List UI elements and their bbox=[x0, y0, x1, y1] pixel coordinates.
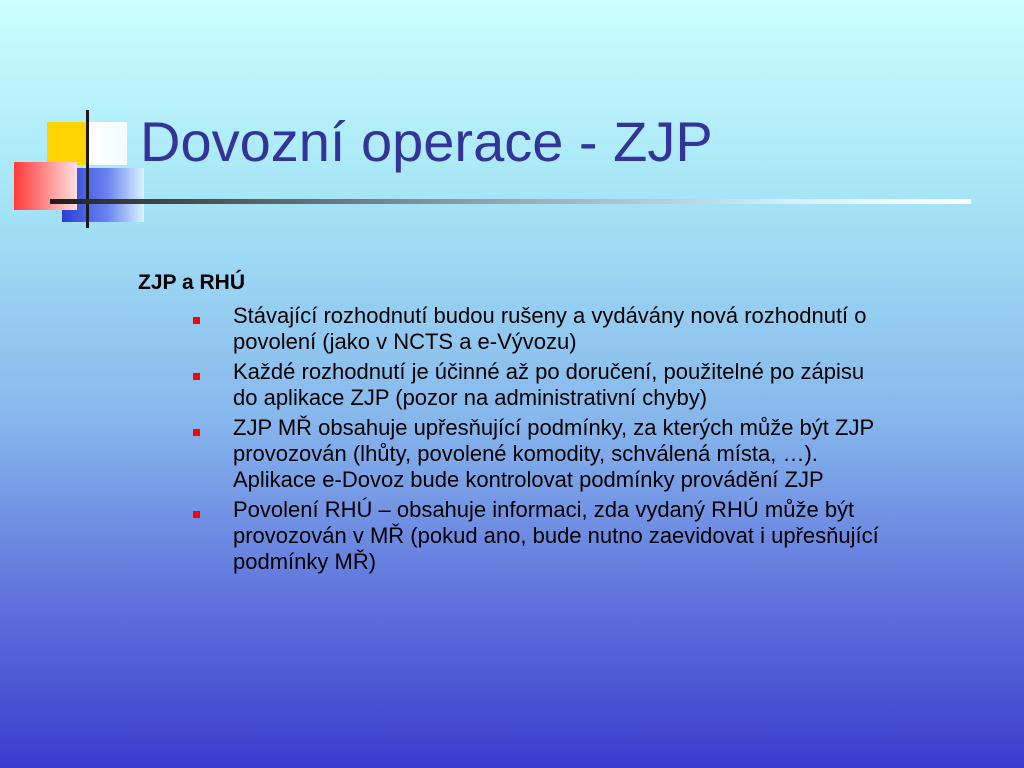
section-heading: ZJP a RHÚ bbox=[138, 271, 245, 294]
bullet-text-line: do aplikace ZJP (pozor na administrativní chyby) bbox=[233, 385, 708, 410]
decorative-squares-logo bbox=[0, 0, 150, 240]
white-square bbox=[87, 122, 127, 165]
slide-title: Dovozní operace - ZJP bbox=[140, 110, 713, 173]
yellow-square bbox=[47, 122, 87, 165]
bullet-text-line: Povolení RHÚ – obsahuje informaci, zda vydaný RHÚ může být bbox=[233, 497, 855, 522]
bullet-text-line: provozován v MŘ (pokud ano, bude nutno zaevidovat i upřesňující bbox=[233, 523, 879, 548]
bullet-text-line: provozován (lhůty, povolené komodity, schválená místa, …). bbox=[233, 441, 818, 466]
bullet-list bbox=[190, 303, 990, 579]
bullet-text-line: podmínky MŘ) bbox=[233, 549, 377, 574]
bullet-item bbox=[190, 415, 990, 493]
bullet-square-icon bbox=[193, 511, 200, 518]
vertical-line bbox=[86, 110, 89, 228]
bullet-text-line: povolení (jako v NCTS a e-Vývozu) bbox=[233, 329, 577, 354]
bullet-item bbox=[190, 497, 990, 575]
bullet-text-line: Každé rozhodnutí je účinné až po doručení, použitelné po zápisu bbox=[233, 359, 865, 384]
bullet-text-line: Stávající rozhodnutí budou rušeny a vydávány nová rozhodnutí o bbox=[233, 303, 867, 328]
title-divider-line bbox=[50, 199, 971, 204]
bullet-item bbox=[190, 303, 990, 355]
bullet-square-icon bbox=[193, 317, 200, 324]
bullet-item bbox=[190, 359, 990, 411]
bullet-square-icon bbox=[193, 373, 200, 380]
bullet-text-line: Aplikace e-Dovoz bude kontrolovat podmínky provádění ZJP bbox=[233, 467, 824, 492]
bullet-square-icon bbox=[193, 429, 200, 436]
bullet-text-line: ZJP MŘ obsahuje upřesňující podmínky, za kterých může být ZJP bbox=[233, 415, 875, 440]
